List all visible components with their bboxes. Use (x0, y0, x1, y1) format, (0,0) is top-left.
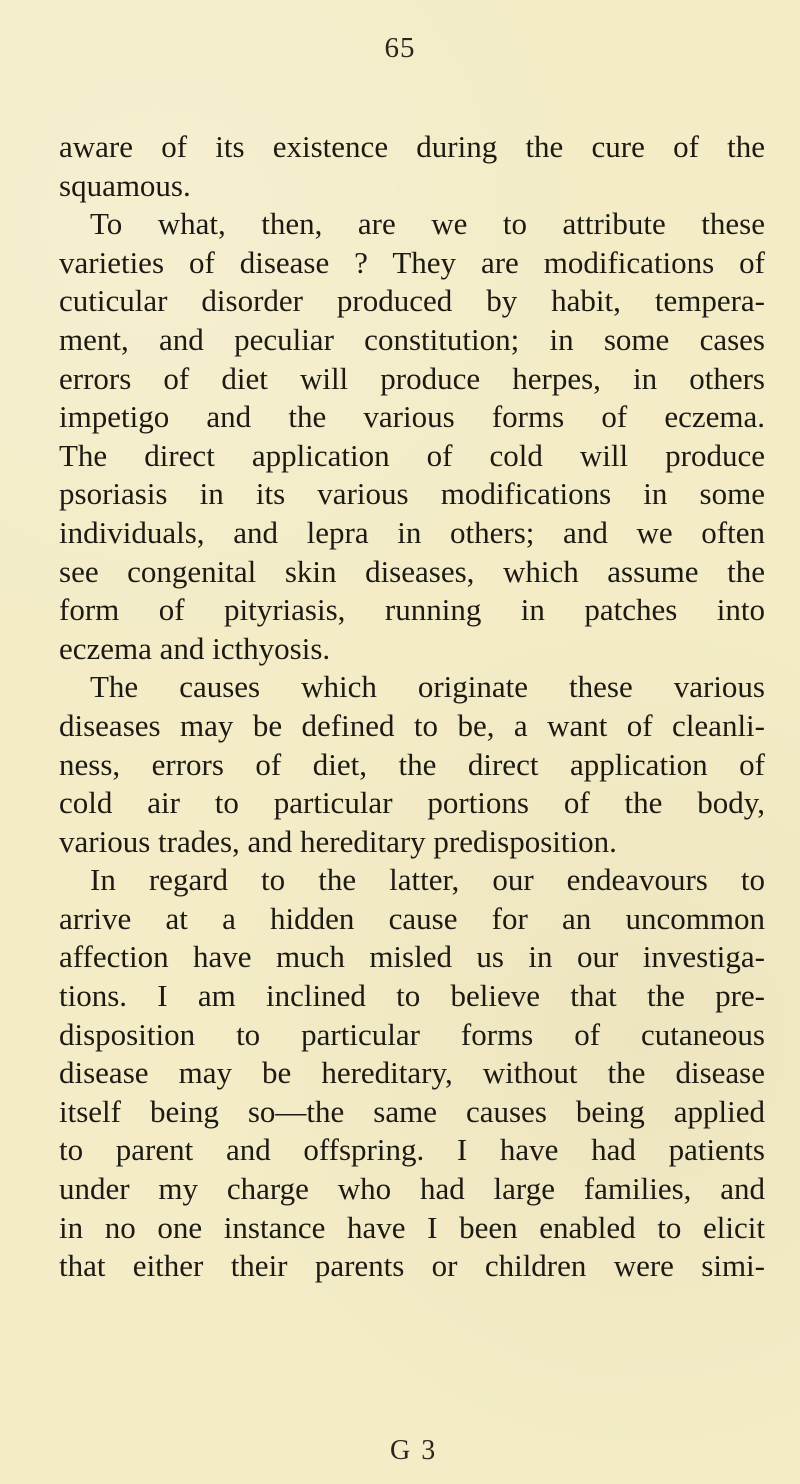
text-line: itself being so—the same causes being applied (59, 1093, 765, 1129)
signature-mark: G 3 (390, 1435, 438, 1466)
text-line: varieties of disease ? They are modifications of (59, 244, 765, 280)
body-text (59, 128, 765, 1286)
paragraph-start-line: To what, then, are we to attribute these (90, 206, 765, 242)
text-line: errors of diet will produce herpes, in others (59, 360, 765, 396)
text-line: in no one instance have I been enabled to elicit (59, 1209, 765, 1245)
text-line: various trades, and hereditary predisposition. (59, 823, 617, 859)
text-line: psoriasis in its various modifications in some (59, 476, 765, 512)
text-line: tions. I am inclined to believe that the pre- (59, 978, 765, 1014)
text-line: disposition to particular forms of cutaneous (59, 1016, 765, 1052)
text-line: aware of its existence during the cure of the (59, 129, 765, 164)
paragraph-start-line: In regard to the latter, our endeavours to (90, 862, 765, 898)
text-line: disease may be hereditary, without the disease (59, 1055, 765, 1091)
text-line: diseases may be defined to be, a want of cleanli- (59, 707, 765, 743)
page-number: 65 (384, 32, 416, 64)
text-line: individuals, and lepra in others; and we often (59, 514, 765, 550)
text-line: The direct application of cold will produce (59, 437, 765, 473)
text-line: under my charge who had large families, and (59, 1171, 765, 1207)
text-line: cold air to particular portions of the body, (59, 785, 765, 821)
text-line: affection have much misled us in our investiga- (59, 939, 765, 975)
text-line: arrive at a hidden cause for an uncommon (59, 900, 765, 936)
paragraph-start-line: The causes which originate these various (90, 669, 765, 705)
text-line: that either their parents or children were simi- (59, 1248, 765, 1284)
text-line: cuticular disorder produced by habit, tempera- (59, 283, 765, 319)
text-line: ment, and peculiar constitution; in some cases (59, 321, 765, 357)
text-line: ness, errors of diet, the direct application of (59, 746, 765, 782)
text-line: eczema and icthyosis. (59, 630, 331, 666)
text-line: to parent and offspring. I have had patients (59, 1132, 765, 1168)
text-line: impetigo and the various forms of eczema. (59, 399, 765, 435)
text-line: see congenital skin diseases, which assume the (59, 553, 765, 589)
text-line: squamous. (59, 167, 191, 203)
text-line: form of pityriasis, running in patches into (59, 592, 765, 628)
